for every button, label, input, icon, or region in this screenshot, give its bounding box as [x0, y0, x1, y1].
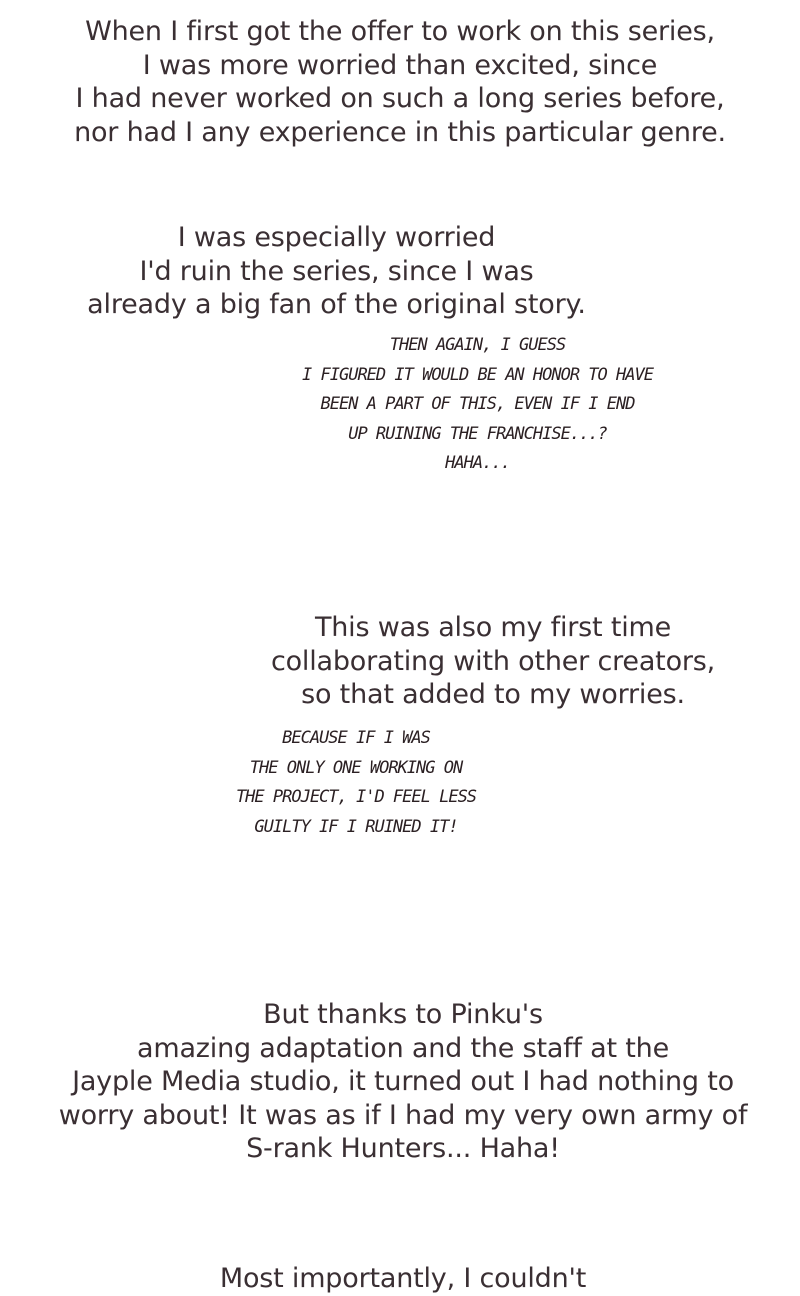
text-line: THE ONLY ONE WORKING ON — [249, 757, 463, 778]
text-line: so that added to my worries. — [301, 679, 685, 710]
text-line: S-rank Hunters... Haha! — [246, 1133, 560, 1164]
text-line: I had never worked on such a long series before, — [75, 83, 725, 114]
text-line: Jayple Media studio, it turned out I had nothing to — [72, 1066, 734, 1097]
text-line: This was also my first time — [314, 612, 672, 643]
aside-guilty — [196, 724, 516, 842]
text-line: I was more worried than excited, since — [142, 49, 658, 81]
paragraph-collaborating — [243, 611, 743, 712]
paragraph-importantly — [0, 1262, 800, 1296]
text-line: nor had I any experience in this particular genre. — [74, 116, 726, 148]
text-line: I'd ruin the series, since I was — [139, 255, 534, 287]
text-line: GUILTY IF I RUINED IT! — [254, 816, 458, 837]
paragraph-worried — [60, 221, 613, 322]
text-line: THE PROJECT, I'D FEEL LESS — [235, 787, 477, 807]
text-line: HAHA... — [445, 453, 510, 473]
text-line: worry about! It was as if I had my very own army of — [58, 1099, 748, 1131]
text-line: When I first got the offer to work on this series, — [85, 16, 715, 47]
text-line: BEEN A PART OF THIS, EVEN IF I END — [320, 394, 635, 414]
paragraph-offer — [0, 15, 800, 149]
text-line: THEN AGAIN, I GUESS — [389, 335, 566, 355]
text-line: amazing adaptation and the staff at the — [137, 1032, 669, 1064]
text-line: UP RUINING THE FRANCHISE...? — [348, 423, 607, 444]
paragraph-thanks — [0, 998, 800, 1166]
text-line: I FIGURED IT WOULD BE AN HONOR TO HAVE — [302, 364, 653, 385]
aside-honor — [250, 331, 705, 479]
text-line: Most importantly, I couldn't — [219, 1263, 587, 1294]
text-line: collaborating with other creators, — [270, 645, 716, 677]
text-line: I was especially worried — [177, 222, 496, 253]
text-line: BECAUSE IF I WAS — [282, 728, 430, 748]
text-line: But thanks to Pinku's — [263, 999, 543, 1030]
text-line: already a big fan of the original story. — [87, 289, 586, 320]
